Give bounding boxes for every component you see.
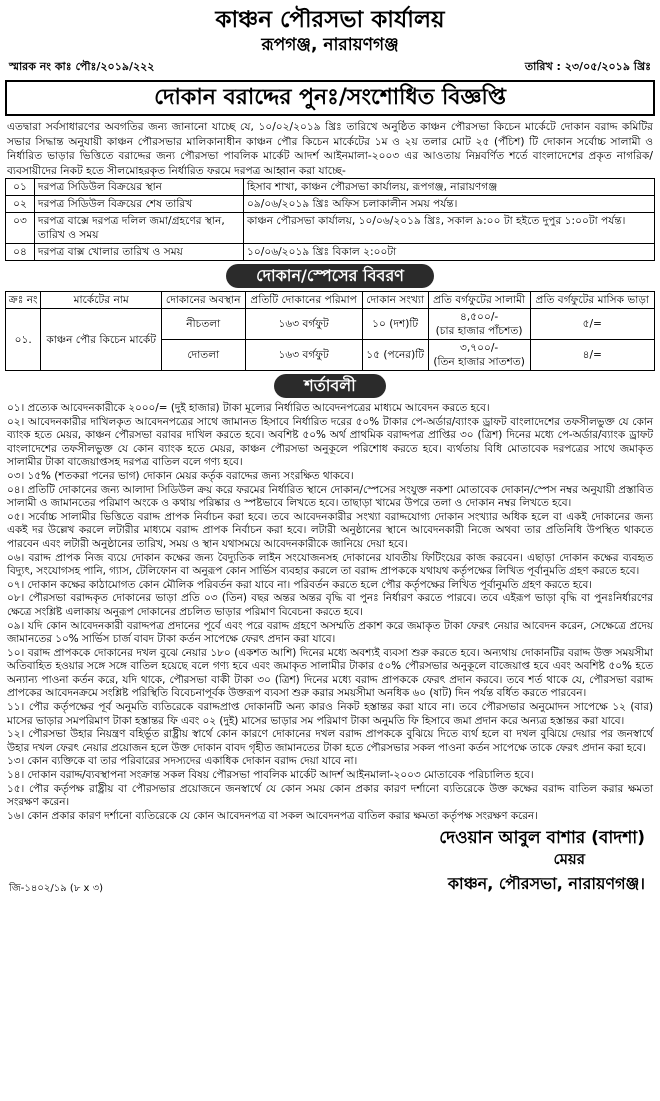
term-item: ০৯। যদি কোন আবেদনকারী বরাদ্দপত্র প্রদানের পূর্বে এবং পরে বরাদ্দ গ্রহণে অসম্মতি প্রকাশ করে জমাকৃত টাকা ফেরৎ নেয়ার আবেদন করেন, সেক্ষেত্রে প্রদেয় জামানতের ১০% সার্ভিস চার্জ বাবদ টাকা কর্তন সাপেক্ষে ফেরৎ প্রদান করা যাবে।: [7, 619, 653, 646]
term-item: ০৭। দোকান কক্ষের কাঠামোগত কোন মৌলিক পরিবর্তন করা যাবে না। পরিবর্তন করতে হলে পৌর কর্তৃপক্ষের লিখিত পূর্বানুমতি গ্রহণ করতে হবে।: [7, 578, 592, 591]
column-header: প্রতি বর্গফুটের সালামী: [428, 292, 530, 309]
schedule-value: কাঞ্চন পৌরসভা কার্যালয়, ১০/০৬/২০১৯ খ্রিঃ, সকাল ৯:০০ টা হইতে দুপুর ১:০০টা পর্যন্ত।: [244, 213, 655, 244]
salami-words: (চার হাজার পাঁচশত): [435, 325, 523, 337]
term-item: ১১। পৌর কর্তৃপক্ষের পূর্ব অনুমতি ব্যতিরেকে বরাদ্দপ্রাপ্ত দোকানটি অন্য কারও নিকট হস্তান্তর করা যাবে না। তবে পৌরসভার অনুমোদন সাপেক্ষে ১২ (বার) মাসের ভাড়ার সমপরিমাণ টাকা হস্তান্তর ফি এবং ০২ (দুই) মাসের ভাড়ার সম পরিমাণ টাকা অনুমতি ফি হিসাবে জমা প্রদান করে অন্যত্র হস্তান্তর করা যাবে।: [7, 701, 653, 727]
rent-cell: ৪/=: [530, 340, 654, 371]
bottom-row: [5, 871, 655, 898]
schedule-label: দরপত্র বাক্সে দরপত্র দলিল জমা/গ্রহণের স্থান, তারিখ ও সময়: [35, 213, 244, 244]
term-item: ০৮। পৌরসভা বরাদ্দকৃত দোকানের ভাড়া প্রতি ০৩ (তিন) বছর অন্তর অন্তর বৃদ্ধি বা পুনঃ নির্ধারণ করতে পারবে। তবে এইরূপ ভাড়া বৃদ্ধি বা পুনঃনির্ধারণের ক্ষেত্রে সংশ্লিষ্ট এলাকায় অনুরূপ দোকানের প্রচলিত ভাড়ার পরিমাণ বিবেচনা করতে হবে।: [7, 592, 653, 618]
term-item: ১০। বরাদ্দ প্রাপককে দোকানের দখল বুঝে নেয়ার ১৮০ (একশত আশি) দিনের মধ্যে অবশ্যই ব্যবসা শুরু করতে হবে। অন্যথায় দোকানটির বরাদ্দ উক্ত সময়সীমা অতিবাহিত হওয়ার সঙ্গে সঙ্গে বাতিল হয়েছে বলে গণ্য হবে এবং জমাকৃত সালামীর টাকার ৫০% পৌরসভার অনুকূলে বাজেয়াপ্ত হবে এবং অবশিষ্ট ৫০% হতে অন্যান্য পাওনা কর্তন করে, যদি থাকে, পৌরসভা বাকী টাকা ৩০ (ত্রিশ) দিনের মধ্যে বরাদ্দ প্রাপককে ফেরৎ প্রদান করবে। তবে শর্ত থাকে যে, পৌরসভা বরাদ্দ প্রাপকের আবেদনক্রমে সংশ্লিষ্ট পরিস্থিতি বিবেচনাপূর্বক উক্তরূপ ব্যবসা শুরু করার সময়সীমা অনধিক ৬০ (ষাট) দিন পর্যন্ত বর্ধিত করতে পারবেন।: [7, 646, 653, 700]
term-item: ০১। প্রত্যেক আবেদনকারীকে ২০০০/= (দুই হাজার) টাকা মূল্যের নির্ধারিত আবেদনপত্রের মাধ্যমে আবেদন করতে হবে।: [7, 402, 490, 414]
column-header: ক্রঃ নং: [6, 292, 41, 309]
notice-title: দোকান বরাদ্দের পুনঃ/সংশোধিত বিজ্ঞপ্তি: [5, 80, 655, 116]
size-cell: ১৬৩ বর্গফুট: [245, 340, 362, 371]
rent-cell: ৫/=: [530, 309, 654, 340]
count-cell: ১০ (দশ)টি: [362, 309, 428, 340]
schedule-value: ০৯/০৬/২০১৯ খ্রিঃ অফিস চলাকালীন সময় পর্যন্ত।: [244, 196, 655, 213]
notice-page: [5, 0, 655, 898]
signatory-place: কাঞ্চন, পৌরসভা, নারায়ণগঞ্জ।: [447, 874, 645, 894]
salami-amount: ৪,৫০০/-: [459, 311, 499, 323]
salami-cell: [428, 340, 530, 371]
term-item: ০৬। বরাদ্দ প্রাপক নিজ ব্যয়ে দোকান কক্ষের জন্য বৈদ্যুতিক লাইন সংযোজনসহ দোকানের যাবতীয় ফিটিংয়ের কাজ করবেন। এছাড়া দোকান কক্ষের ব্যবহৃত বিদ্যুৎ, সংযোগসহ পানি, গ্যাস, টেলিফোন বা অনুরূপ কোন সার্ভিস ব্যবহার করলে তা বরাদ্দ প্রাপককে যথাযথ কর্তৃপক্ষের লিখিত পূর্বানুমতি গ্রহণ করতে হবে।: [7, 551, 653, 578]
term-item: ১৫। পৌর কর্তৃপক্ষ রাষ্ট্রীয় বা পৌরসভার প্রয়োজনে জনস্বার্থে যে কোন সময় কোন প্রকার কারণ দর্শানো ব্যতিরেকে উক্ত কক্ষের বরাদ্দ বাতিল করার ক্ষমতা সংরক্ষণ করেন।: [7, 782, 653, 809]
term-item: ০৪। প্রতিটি দোকানের জন্য আলাদা সিডিউল ক্রয় করে ফরমের নির্ধারিত স্থানে দোকান/স্পেসের সংযুক্ত নকশা মোতাবেক দোকান/স্পেস নম্বর অনুযায়ী প্রস্তাবিত সালামী ও জামানতের পরিমাণ অংকে ও কথায় পরিষ্কার ও স্পষ্টভাবে লিখতে হবে। তাছাড়া খামের উপরে তলা ও দোকান নম্বর লিখতে হবে।: [7, 483, 653, 510]
org-name: কাঞ্চন পৌরসভা কার্যালয়: [215, 7, 445, 33]
market-name-cell: কাঞ্চন পৌর কিচেন মার্কেট: [41, 309, 161, 371]
column-header: মার্কেটের নাম: [41, 292, 161, 309]
floor-cell: নীচতলা: [161, 309, 245, 340]
schedule-table: [5, 178, 655, 261]
schedule-row: [6, 196, 655, 213]
term-item: ১৬। কোন প্রকার কারণ দর্শানো ব্যতিরেকে যে কোন আবেদনপত্র বা সকল আবেদনপত্র বাতিল করার ক্ষমতা কর্তৃপক্ষ সংরক্ষণ করেন।: [7, 809, 538, 822]
shops-banner-wrap: [5, 264, 655, 288]
salami-cell: [428, 309, 530, 340]
salami-words: (তিন হাজার সাতশত): [433, 356, 525, 368]
column-header: দোকান সংখ্যা: [362, 292, 428, 309]
schedule-no: ০৪: [6, 244, 35, 261]
term-item: ১৩। কোন ব্যক্তিকে বা তার পরিবারের সদস্যদের একাধিক দোকান বরাদ্দ দেয়া যাবে না।: [7, 755, 358, 768]
terms-banner: শর্তাবলী: [274, 374, 386, 398]
schedule-row: [6, 179, 655, 196]
schedule-label: দরপত্র সিডিউল বিক্রয়ের শেষ তারিখ: [35, 196, 244, 213]
column-header: প্রতি বর্গফুটের মাসিক ভাড়া: [530, 292, 654, 309]
schedule-value: ১০/০৬/২০১৯ খ্রিঃ বিকাল ২:০০টা: [244, 244, 655, 261]
size-cell: ১৬৩ বর্গফুট: [245, 309, 362, 340]
serial-cell: ০১.: [6, 309, 41, 371]
column-header: প্রতিটি দোকানের পরিমাপ: [245, 292, 362, 309]
reference-row: [5, 58, 655, 77]
schedule-label: দরপত্র বাক্স খোলার তারিখ ও সময়: [35, 244, 244, 261]
floor-cell: দোতলা: [161, 340, 245, 371]
signatory-title-row: [5, 849, 655, 869]
footer-code: জি-১৪০২/১৯ (৮ x ৩): [9, 883, 103, 895]
schedule-label: দরপত্র সিডিউল বিক্রয়ের স্থান: [35, 179, 244, 196]
term-item: ১২। পৌরসভা উহার নিয়ন্ত্রণ বহির্ভূত রাষ্ট্রীয় স্বার্থে কোন কারণে দোকানের দখল বরাদ্দ প্রাপককে বুঝিয়ে দিতে ব্যর্থ হলে বা দখল বুঝিয়ে দেয়ার পর জনস্বার্থে উহার দখল ফেরৎ নেয়ার প্রয়োজন হলে উক্ত দোকান বাবদ গৃহীত জামানতের টাকা হতে পৌরসভার সকল পাওনা কর্তন সাপেক্ষে তাকে ফেরৎ প্রদান করা হবে।: [7, 728, 653, 754]
schedule-row: [6, 213, 655, 244]
shops-table: [5, 291, 655, 371]
signatory-title: মেয়র: [553, 850, 585, 869]
shops-banner: দোকান/স্পেসের বিবরণ: [226, 264, 434, 288]
notice-date: তারিখ : ২৩/০৫/২০১৯ খ্রিঃ: [524, 60, 651, 73]
term-item: ০৩। ১৫% (শতকরা পনের ভাগ) দোকান মেয়র কর্তৃক বরাদ্দের জন্য সংরক্ষিত থাকবে।: [7, 469, 354, 482]
signatory-name: দেওয়ান আবুল বাশার (বাদশা): [439, 828, 645, 849]
schedule-no: ০১: [6, 179, 35, 196]
term-item: ০৫। সর্বোচ্চ সালামীর ভিত্তিতে বরাদ্দ প্রাপক নির্বাচন করা হবে। তবে আবেদনকারীর সংখ্যা বরাদ্দযোগ্য দোকান সংখ্যার অধিক হলে বা একই দোকানের জন্য একই দর উল্লেখ করলে লটারীর মাধ্যমে বরাদ্দ প্রাপক নির্বাচন করা হবে। লটারী অনুষ্ঠানের স্থানে আবেদনকারী নিজে অথবা তার প্রতিনিধি উপস্থিত থাকতে পারবেন এবং লটারী অনুষ্ঠানের তারিখ, সময় ও স্থান যথাসময়ে আবেদনকারীকে জানিয়ে দেয়া হবে।: [7, 510, 653, 550]
terms-list: [5, 402, 655, 823]
schedule-no: ০২: [6, 196, 35, 213]
schedule-value: হিসাব শাখা, কাঞ্চন পৌরসভা কার্যালয়, রূপগঞ্জ, নারায়ণগঞ্জ: [244, 179, 655, 196]
memo-number: স্মারক নং কাঃ পৌঃ/২০১৯/২২২: [9, 60, 155, 73]
table-row: [6, 309, 655, 340]
schedule-no: ০৩: [6, 213, 35, 244]
org-location: রূপগঞ্জ, নারায়ণগঞ্জ: [261, 35, 399, 55]
term-item: ০২। আবেদনকারীর দাখিলকৃত আবেদনপত্রের সাথে জামানত হিসাবে নির্ধারিত দরের ৫০% টাকার পে-অর্ডার/ব্যাংক ড্রাফট বাংলাদেশের তফসীলভুক্ত যে কোন ব্যাংক হতে মেয়র, কাঞ্চন পৌরসভা বরাবর দাখিল করতে হবে। অবশিষ্ট ৫০% অর্থ প্রাথমিক বরাদ্দপত্র প্রাপ্তির ৩০ (ত্রিশ) দিনের মধ্যে পে-অর্ডার/ব্যাংক ড্রাফট বাংলাদেশের তফসীলভুক্ত যে কোন ব্যাংক হতে মেয়র, কাঞ্চন পৌরসভা অনুকূলে পরিশোধ করতে হবে। ব্যর্থতায় বিধি মোতাবেক দরপত্রের সাথে জমাকৃত সালামীর টাকা বাজেয়াপ্তসহ দরপত্র বাতিল বলে গণ্য হবে।: [7, 415, 653, 469]
intro-paragraph: এতদ্বারা সর্বসাধারণের অবগতির জন্য জানানো যাচ্ছে যে, ১০/০২/২০১৯ খ্রিঃ তারিখে অনুষ্ঠিত কাঞ্চন পৌরসভা কিচেন মার্কেটে দোকান বরাদ্দ কমিটির সভার সিদ্ধান্ত অনুযায়ী কাঞ্চন পৌরসভার মালিকানাধীন কাঞ্চন পৌর কিচেন মার্কেটের ১ম ও ২য় তলার মোট ২৫ (পঁচিশ) টি দোকান সর্বোচ্চ সালামী ও নির্ধারিত ভাড়ার ভিত্তিতে বরাদ্দের জন্য পৌরসভা পাবলিক মার্কেট আদর্শ আইনমালা-২০০৩ এর আওতায় নিম্নবর্ণিত শর্তে বাংলাদেশের প্রকৃত নাগরিক/ব্যবসায়ীদের নিকট হতে সীলমোহরকৃত নির্ধারিত ফরমে দরপত্র আহ্বান করা যাচ্ছে-: [7, 121, 653, 177]
schedule-row: [6, 244, 655, 261]
salami-amount: ৩,৭০০/-: [459, 342, 499, 354]
count-cell: ১৫ (পনের)টি: [362, 340, 428, 371]
terms-banner-wrap: [5, 374, 655, 398]
term-item: ১৪। দোকান বরাদ্দ/ব্যবস্থাপনা সংক্রান্ত সকল বিষয় পৌরসভা পাবলিক মার্কেট আদর্শ আইনমালা-২০০৩ মোতাবেক পরিচালিত হবে।: [7, 769, 534, 782]
column-header: দোকানের অবস্থান: [161, 292, 245, 309]
